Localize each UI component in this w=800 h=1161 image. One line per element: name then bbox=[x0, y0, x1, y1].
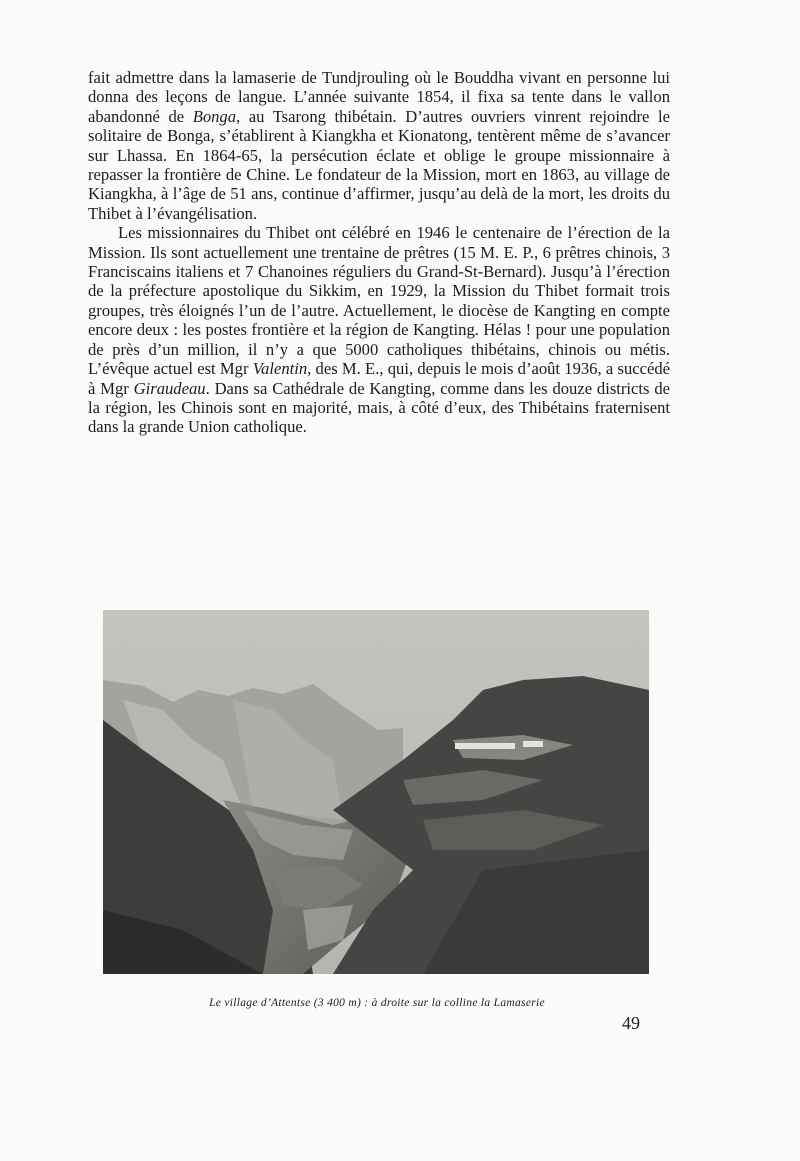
italic-text: Valentin bbox=[252, 359, 308, 379]
page-number: 49 bbox=[622, 1013, 640, 1033]
body-text bbox=[88, 68, 670, 437]
text-run: Les missionnaires du Thibet ont célébré en 1946 le centenaire de l’érection de la Mission. Ils sont actuellement une trentaine de prêtres (15 M. E. P., 6 prêtres chinois, 3 Franciscains italiens et 7 Chanoines réguliers du Grand-St-Bernard). Jusqu’à l’érection de la préfecture apostolique du Sikkim, en 1929, la Mission du Thibet formait trois groupes, très éloignés l’un de l’autre. Actuellement, le diocèse de Kangting en compte encore deux : les postes frontière et la région de Kangting. Hélas ! pour une population de près d’un million, il n’y a que 5000 catholiques thibétains, chinois ou métis. L’évêque actuel est Mgr bbox=[88, 223, 670, 379]
text-run: , des M. E., qui, depuis le mois d’août 1936, a succédé à Mgr bbox=[88, 359, 671, 398]
paragraph-2 bbox=[88, 223, 670, 436]
italic-text: Bonga bbox=[192, 106, 237, 126]
paragraph-1 bbox=[88, 68, 670, 223]
text-run: , au Tsarong thibétain. D’autres ouvriers vinrent rejoindre le solitaire de Bonga, s’établirent à Kiangkha et Kionatong, tentèrent même de s’avancer sur Lhassa. En 1864-65, la persécution éclate et oblige le groupe missionnaire à repasser la frontière de Chine. Le fondateur de la Mission, mort en 1863, au village de Kiangkha, à l’âge de 51 ans, continue d’affirmer, jusqu’au delà de la mort, les droits du Thibet à l’évangélisation. bbox=[88, 106, 670, 223]
photograph-village-attentse bbox=[103, 610, 649, 974]
text-run: . Dans sa Cathédrale de Kangting, comme dans les douze districts de la région, les Chinois sont en majorité, mais, à côté d’eux, des Thibétains fraternisent dans la grande Union catholique. bbox=[88, 378, 670, 437]
italic-text: Giraudeau bbox=[133, 378, 206, 398]
photo-caption: Le village d’Attentse (3 400 m) : à droite sur la colline la Lamaserie bbox=[209, 997, 545, 1009]
text-run: fait admettre dans la lamaserie de Tundjrouling où le Bouddha vivant en personne lui donna des leçons de langue. L’année suivante 1854, il fixa sa tente dans le vallon abandonné de bbox=[88, 68, 670, 126]
